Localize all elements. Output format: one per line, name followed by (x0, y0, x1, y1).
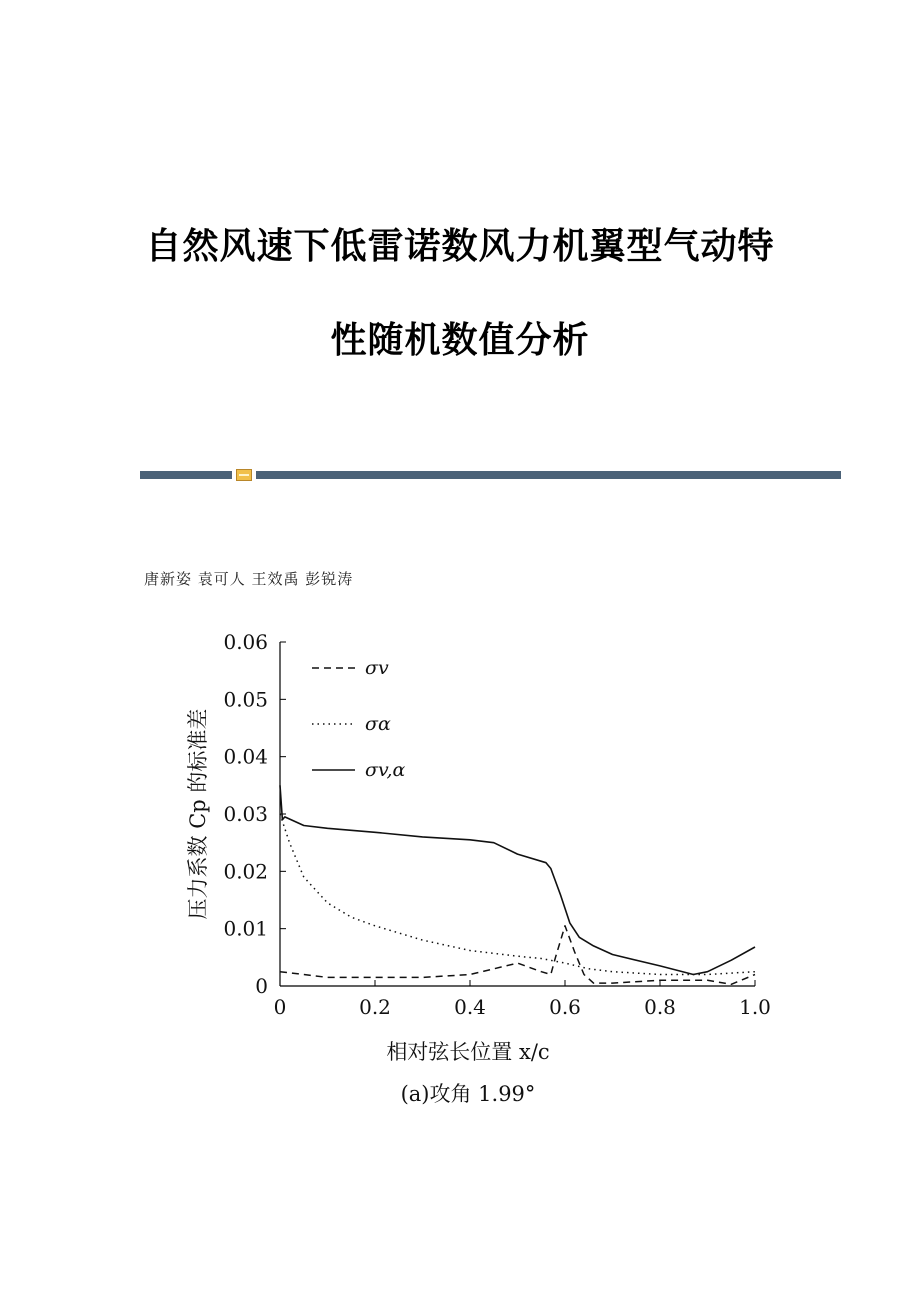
title-line-2: 性随机数值分析 (330, 319, 590, 361)
y-tick-label: 0.06 (223, 630, 268, 654)
y-tick-label: 0.05 (223, 687, 268, 712)
chart (170, 620, 790, 1030)
divider-left (140, 471, 232, 479)
y-tick-label: 0.02 (223, 859, 268, 884)
legend-label-1: σv (365, 657, 389, 679)
series-line-1 (280, 926, 755, 985)
x-tick-label: 0.6 (549, 995, 581, 1019)
x-tick-label: 0 (273, 995, 287, 1019)
envelope-icon (236, 469, 252, 481)
divider-right (256, 471, 841, 479)
y-tick-label: 0 (255, 974, 268, 998)
figure-caption: (a)攻角 1.99° (400, 1082, 536, 1106)
x-tick-label: 0.8 (644, 995, 676, 1019)
series-line-3 (280, 785, 755, 974)
y-tick-label: 0.01 (223, 916, 268, 941)
series-line-2 (280, 814, 755, 975)
authors: 唐新姿 袁可人 王效禹 彭锐涛 (144, 570, 354, 588)
legend-label-2: σα (365, 713, 391, 735)
x-tick-label: 0.2 (359, 995, 391, 1019)
y-tick-label: 0.03 (223, 802, 268, 826)
x-tick-label: 0.4 (454, 995, 486, 1019)
legend-label-3: σv,α (365, 759, 406, 781)
x-axis-label: 相对弦长位置 x/c (386, 1040, 550, 1064)
x-tick-label: 1.0 (739, 995, 771, 1019)
y-axis-label: 压力系数 Cp 的标准差 (186, 708, 210, 920)
y-tick-label: 0.04 (223, 744, 268, 769)
title-line-1: 自然风速下低雷诺数风力机翼型气动特 (145, 225, 775, 267)
